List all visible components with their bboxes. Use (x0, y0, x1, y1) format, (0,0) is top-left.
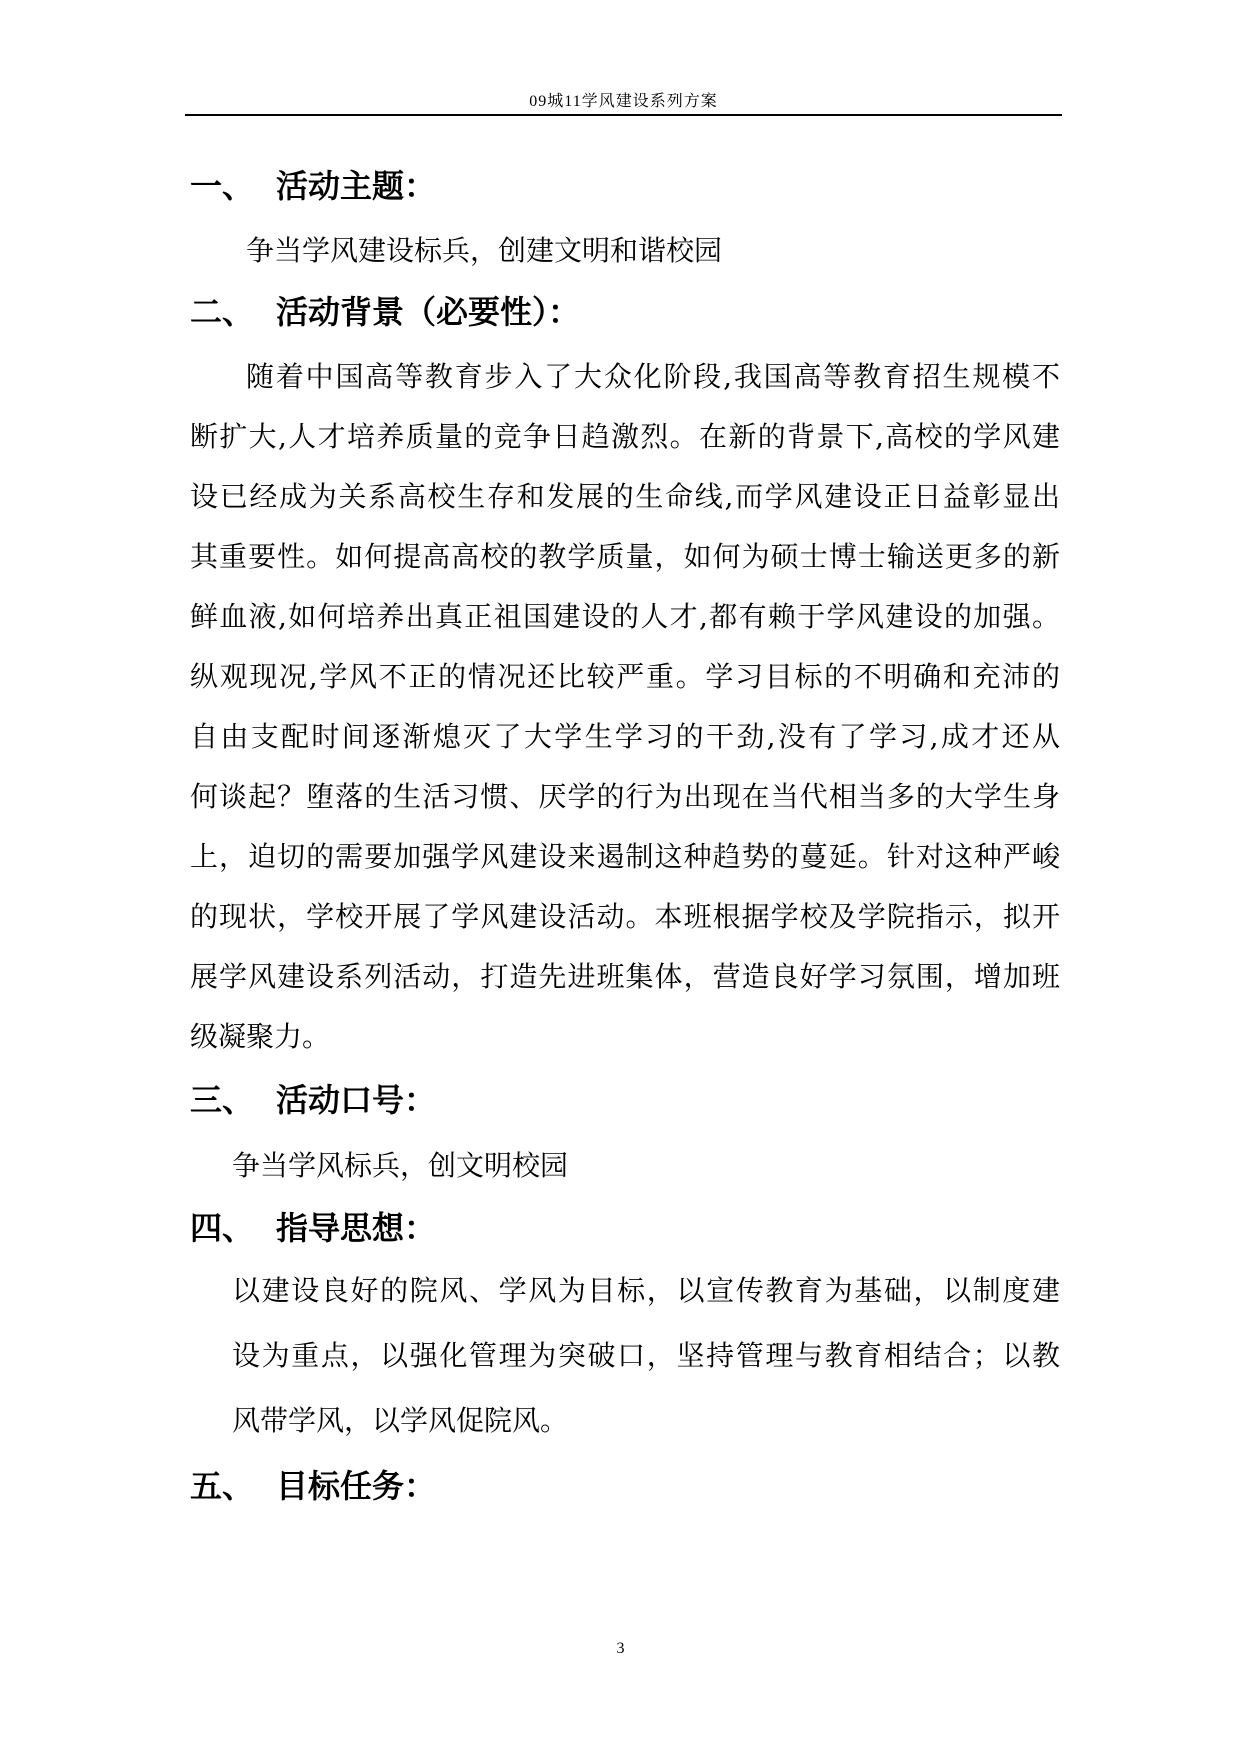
section-heading-theme (190, 166, 436, 206)
slogan-text: 争当学风标兵，创文明校园 (232, 1149, 569, 1182)
paragraph-line: 设为重点，以强化管理为突破口，坚持管理与教育相结合；以教 (232, 1339, 1060, 1372)
section-heading-guiding-idea (190, 1208, 436, 1248)
paragraph-line: 上，迫切的需要加强学风建设来遏制这种趋势的蔓延。针对这种严峻 (190, 840, 1060, 873)
section-heading-background (190, 292, 580, 332)
paragraph-line: 断扩大,人才培养质量的竞争日趋激烈。在新的背景下,高校的学风建 (190, 420, 1060, 453)
section-title: 活动主题： (276, 167, 437, 205)
paragraph-line: 纵观现况,学风不正的情况还比较严重。学习目标的不明确和充沛的 (190, 660, 1060, 693)
section-number: 一、 (190, 167, 255, 205)
section-heading-goals (190, 1466, 436, 1506)
paragraph-line: 展学风建设系列活动，打造先进班集体，营造良好学习氛围，增加班 (190, 960, 1060, 993)
paragraph-line: 自由支配时间逐渐熄灭了大学生学习的干劲,没有了学习,成才还从 (190, 720, 1060, 753)
header-divider (185, 114, 1062, 116)
paragraph-line: 其重要性。如何提高高校的教学质量，如何为硕士博士输送更多的新 (190, 540, 1060, 573)
header-title: 09城11学风建设系列方案 (529, 93, 718, 110)
page-number: 3 (616, 1640, 625, 1657)
theme-text: 争当学风建设标兵，创建文明和谐校园 (246, 234, 723, 267)
section-number: 四、 (190, 1209, 255, 1247)
paragraph-line: 设已经成为关系高校生存和发展的生命线,而学风建设正日益彰显出 (190, 480, 1060, 513)
paragraph-line: 级凝聚力。 (190, 1020, 331, 1053)
section-title: 目标任务： (276, 1467, 437, 1505)
paragraph-line: 以建设良好的院风、学风为目标，以宣传教育为基础，以制度建 (232, 1274, 1060, 1307)
section-number: 五、 (190, 1467, 255, 1505)
paragraph-line: 的现状，学校开展了学风建设活动。本班根据学校及学院指示，拟开 (190, 900, 1060, 933)
paragraph-line: 随着中国高等教育步入了大众化阶段,我国高等教育招生规模不 (246, 360, 1060, 393)
paragraph-line: 风带学风，以学风促院风。 (232, 1404, 569, 1437)
section-number: 三、 (190, 1081, 255, 1119)
section-title: 活动口号： (276, 1081, 437, 1119)
section-title: 活动背景（必要性）： (276, 293, 581, 331)
section-title: 指导思想： (276, 1209, 437, 1247)
section-number: 二、 (190, 293, 255, 331)
paragraph-line: 鲜血液,如何培养出真正祖国建设的人才,都有赖于学风建设的加强。 (190, 600, 1060, 633)
paragraph-line: 何谈起？堕落的生活习惯、厌学的行为出现在当代相当多的大学生身 (190, 780, 1060, 813)
section-heading-slogan (190, 1080, 436, 1120)
